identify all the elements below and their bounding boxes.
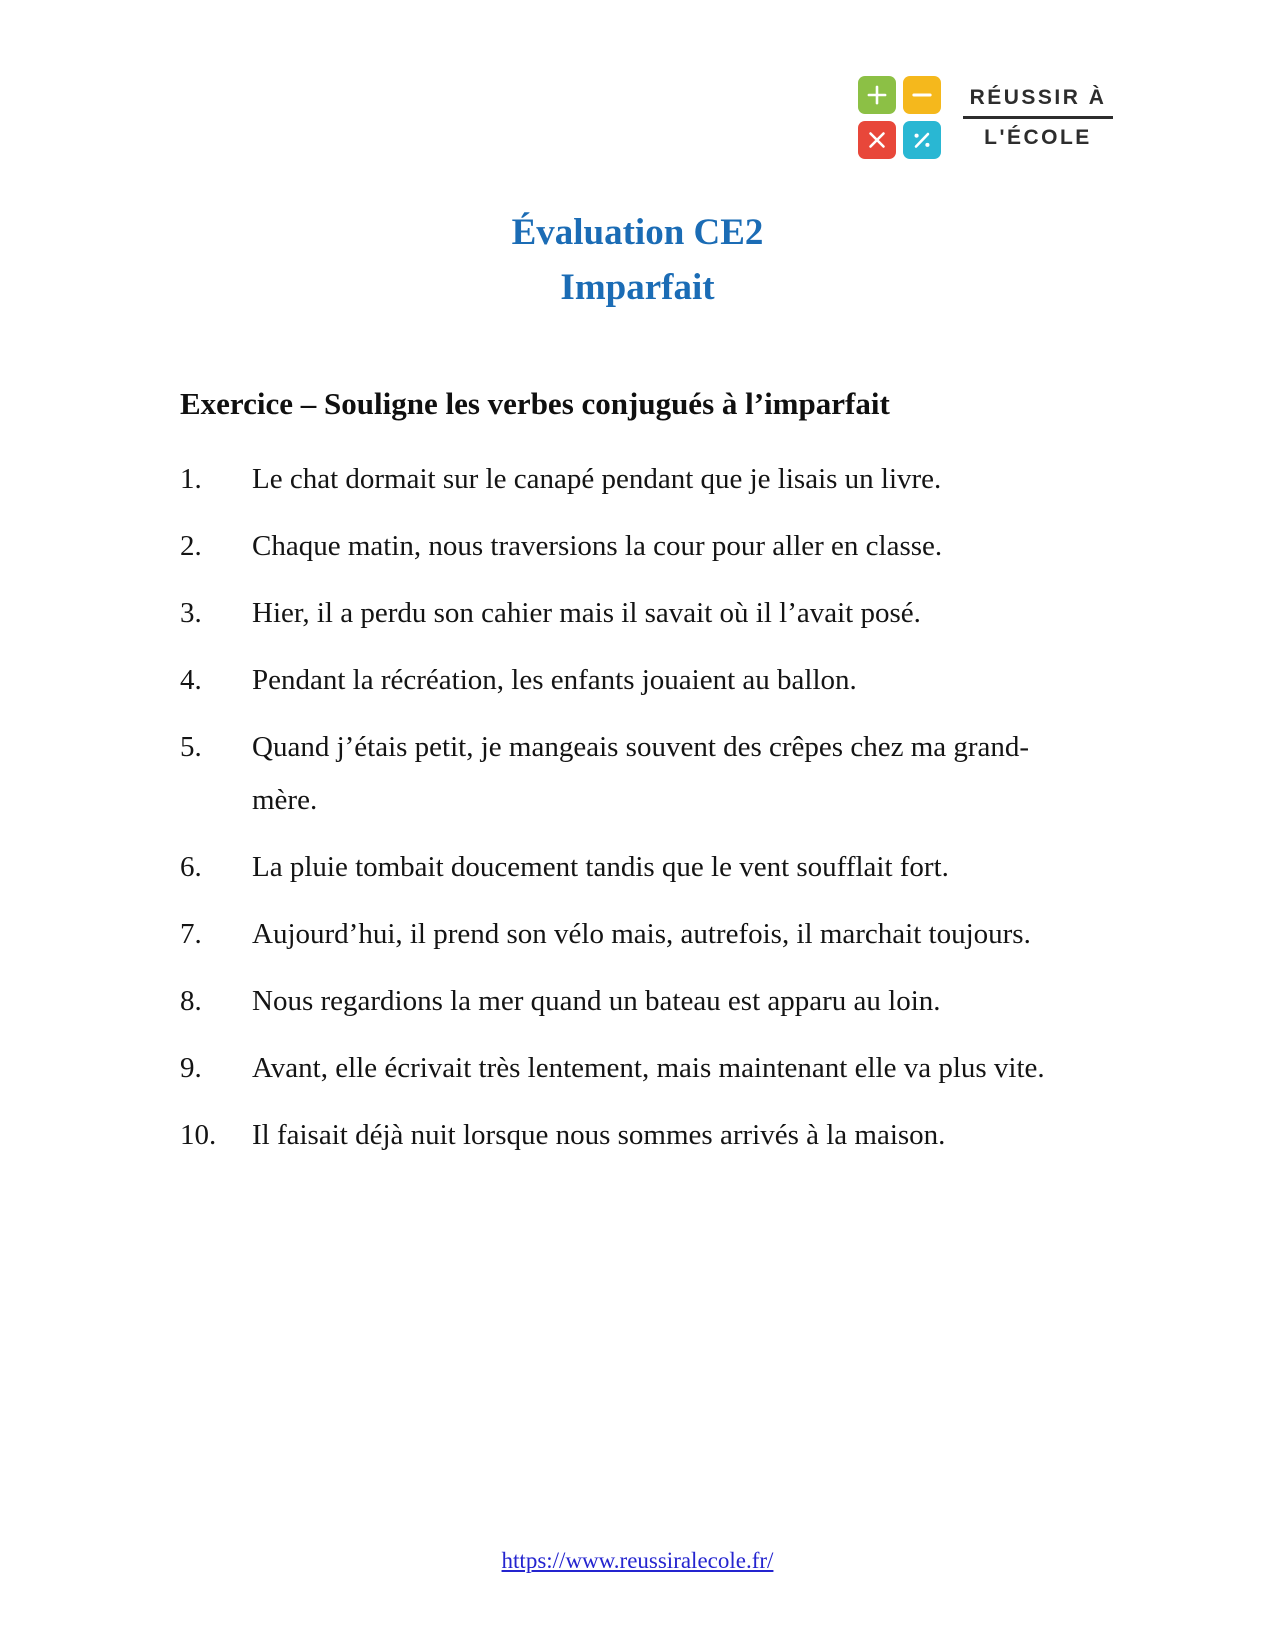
- item-number: 7.: [180, 918, 202, 950]
- exercise-item-3: [180, 587, 1090, 640]
- logo-square-divide: [903, 121, 941, 159]
- item-number: 10.: [180, 1119, 217, 1151]
- item-text: Aujourd’hui, il prend son vélo mais, autrefois, il marchait toujours.: [252, 918, 1031, 950]
- page-footer: [0, 1548, 1275, 1574]
- multiply-icon: [864, 127, 890, 153]
- exercise-item-1: [180, 453, 1090, 506]
- exercise-item-2: [180, 520, 1090, 573]
- page-title-line1: Évaluation CE2: [511, 212, 764, 253]
- divide-icon: [909, 127, 935, 153]
- item-number: 3.: [180, 597, 202, 629]
- item-number: 2.: [180, 530, 202, 562]
- item-text: Quand j’étais petit, je mangeais souvent des crêpes chez ma grand-mère.: [252, 731, 1030, 816]
- item-text: Il faisait déjà nuit lorsque nous sommes arrivés à la maison.: [252, 1119, 946, 1151]
- brand-divider: [963, 116, 1113, 119]
- exercise-item-5: [180, 721, 1090, 827]
- item-text: Nous regardions la mer quand un bateau est apparu au loin.: [252, 985, 941, 1017]
- item-number: 9.: [180, 1052, 202, 1084]
- exercise-item-8: [180, 975, 1090, 1028]
- logo-square-plus: [858, 76, 896, 114]
- exercise-heading: Exercice – Souligne les verbes conjugués à l’imparfait: [180, 386, 890, 421]
- exercise-item-10: [180, 1109, 1090, 1162]
- item-text: Avant, elle écrivait très lentement, mais maintenant elle va plus vite.: [252, 1052, 1045, 1084]
- exercise-item-6: [180, 841, 1090, 894]
- brand-line2: L'ÉCOLE: [984, 125, 1092, 149]
- logo-square-multiply: [858, 121, 896, 159]
- plus-icon: [864, 82, 890, 108]
- brand-line1: RÉUSSIR À: [969, 85, 1107, 109]
- item-number: 5.: [180, 731, 202, 763]
- page-title: [0, 205, 1275, 315]
- item-text: Chaque matin, nous traversions la cour pour aller en classe.: [252, 530, 943, 562]
- item-text: Hier, il a perdu son cahier mais il savait où il l’avait posé.: [252, 597, 921, 629]
- item-text: Pendant la récréation, les enfants jouaient au ballon.: [252, 664, 857, 696]
- item-number: 1.: [180, 463, 202, 495]
- exercise-section: [180, 383, 1090, 1176]
- exercise-item-7: [180, 908, 1090, 961]
- logo-squares: [858, 76, 941, 159]
- item-text: La pluie tombait doucement tandis que le vent soufflait fort.: [252, 851, 949, 883]
- brand-text: [963, 86, 1113, 150]
- item-number: 6.: [180, 851, 202, 883]
- brand-logo: [858, 76, 1113, 159]
- page-title-line2: Imparfait: [560, 267, 715, 308]
- exercise-item-4: [180, 654, 1090, 707]
- exercise-item-9: [180, 1042, 1090, 1095]
- item-number: 8.: [180, 985, 202, 1017]
- logo-square-minus: [903, 76, 941, 114]
- item-text: Le chat dormait sur le canapé pendant que je lisais un livre.: [252, 463, 942, 495]
- item-number: 4.: [180, 664, 202, 696]
- footer-link[interactable]: https://www.reussiralecole.fr/: [501, 1548, 774, 1573]
- exercise-list: [180, 453, 1090, 1162]
- minus-icon: [909, 82, 935, 108]
